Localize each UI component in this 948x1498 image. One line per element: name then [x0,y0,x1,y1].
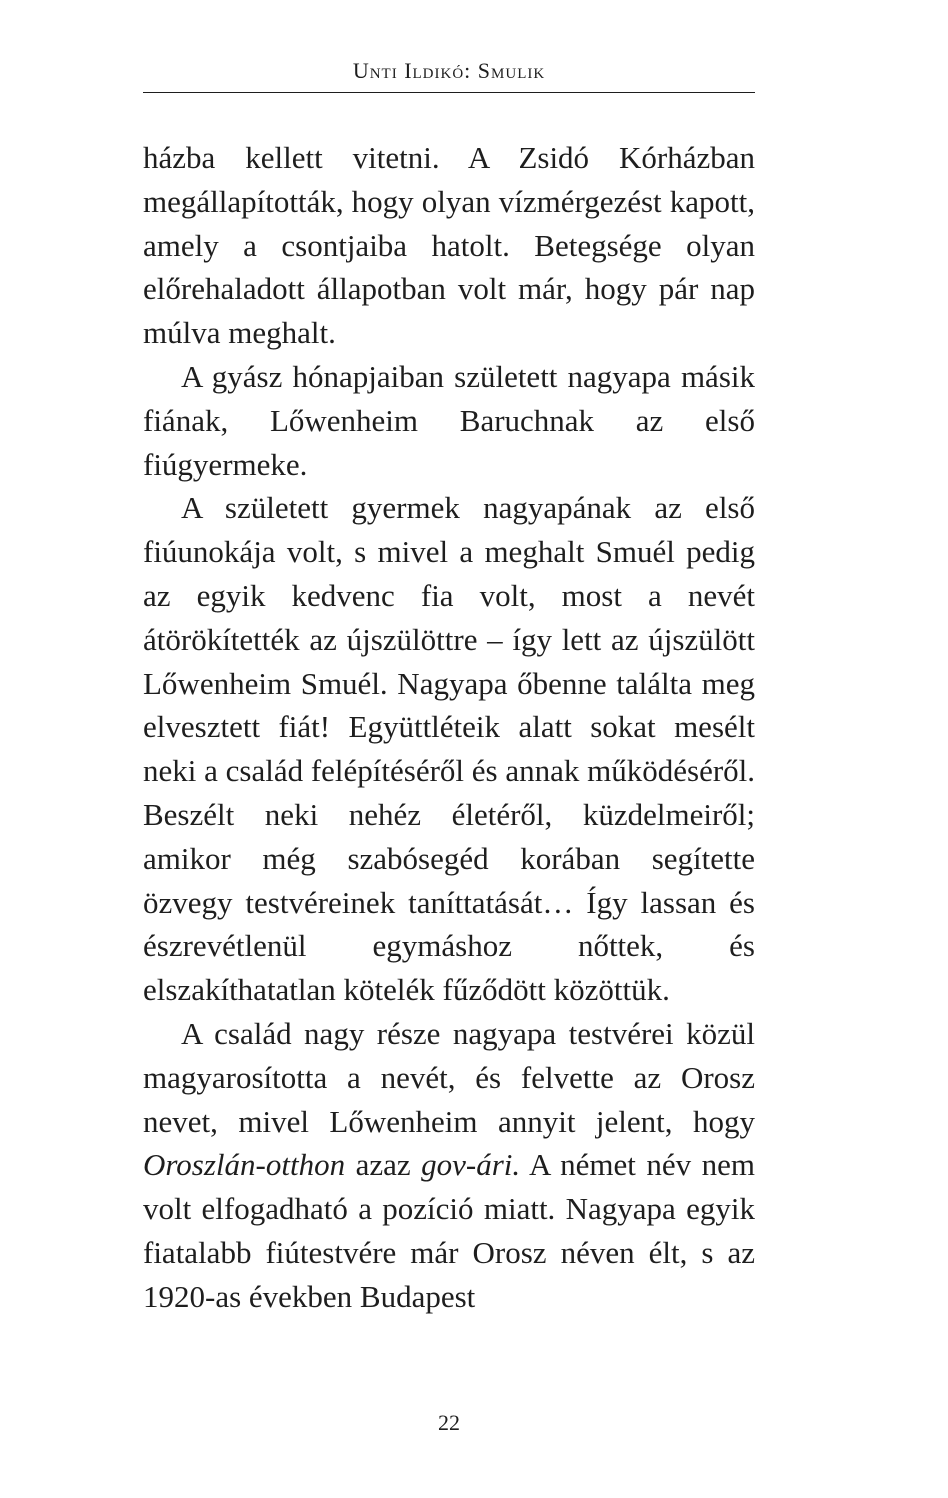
paragraph-4-text-2: azaz [345,1147,422,1183]
paragraph-4-italic-2: gov-ári. [421,1147,521,1183]
paragraph-3: A született gyermek nagyapának az első fiúunokája volt, s mivel a meghalt Smuél pedig az egyik kedvenc fia volt, most a nevét átörökítették az újszülöttre – így lett az újszülött Lőwenheim Smuél. Nagyapa őbenne találta meg elvesztett fiát! Együttléteik alatt sokat mesélt neki a család felépítéséről és annak működéséről. Beszélt neki nehéz életéről, küzdelmeiről; amikor még szabósegéd korában segítette özvegy testvéreinek taníttatását… Így lassan és észrevétlenül egymáshoz nőttek, és elszakíthatatlan kötelék fűződött közöttük. [143,490,756,1008]
paragraph-4-italic-1: Oroszlán-otthon [143,1147,346,1183]
paragraph-2: A gyász hónapjaiban született nagyapa másik fiának, Lőwenheim Baruchnak az első fiúgyermeke. [143,358,755,482]
paragraph-4-text-1: A család nagy része nagyapa testvérei közül magyarosította a nevét, és felvette az Orosz nevet, mivel Lőwenheim annyit jelent, hogy [143,1015,755,1139]
paragraph-4 [143,1012,755,1319]
paragraph-4-text-3: A német név nem volt elfogadható a pozíció miatt. Nagyapa egyik fiatalabb fiútestvére már Orosz néven élt, s az 1920-as években Budapest [143,1147,755,1314]
paragraph-1: házba kellett vitetni. A Zsidó Kórházban megállapították, hogy olyan vízmérgezést kapott, amely a csontjaiba hatolt. Betegsége olyan előrehaladott állapotban volt már, hogy pár nap múlva meghalt. [143,140,755,351]
body-text [143,136,755,1319]
running-head-title: Unti Ildikó: Smulik [352,58,546,83]
page-number: 22 [438,1410,460,1435]
header-rule [143,92,755,93]
